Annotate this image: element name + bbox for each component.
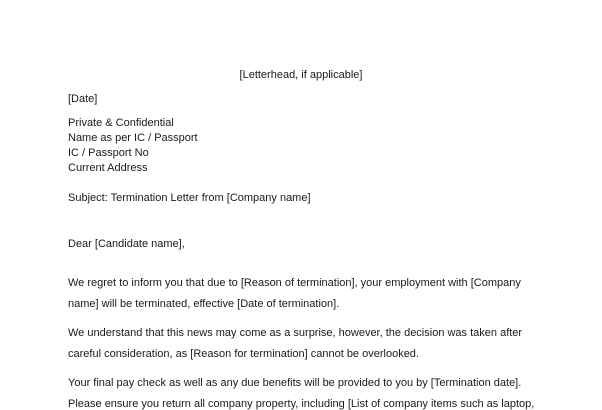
subject-line: Subject: Termination Letter from [Company name]: [68, 192, 311, 204]
letterhead-placeholder: [Letterhead, if applicable]: [239, 69, 363, 81]
paragraph-line: Please ensure you return all company property, including [List of company items such as laptop,: [68, 398, 535, 410]
address-line: Private & Confidential: [68, 117, 174, 129]
paragraph-line: name] will be terminated, effective [Date of termination].: [68, 298, 340, 310]
paragraph-line: We understand that this news may come as a surprise, however, the decision was taken after: [68, 327, 523, 339]
paragraph-line: careful consideration, as [Reason for termination] cannot be overlooked.: [68, 348, 419, 360]
date-placeholder: [Date]: [68, 93, 98, 105]
address-line: Name as per IC / Passport: [68, 132, 198, 144]
salutation: Dear [Candidate name],: [68, 238, 185, 250]
address-line: Current Address: [68, 162, 148, 174]
paragraph-line: We regret to inform you that due to [Reason of termination], your employment with [Company: [68, 277, 521, 289]
paragraph-line: Your final pay check as well as any due benefits will be provided to you by [Termination date].: [68, 377, 522, 389]
address-line: IC / Passport No: [68, 147, 149, 159]
